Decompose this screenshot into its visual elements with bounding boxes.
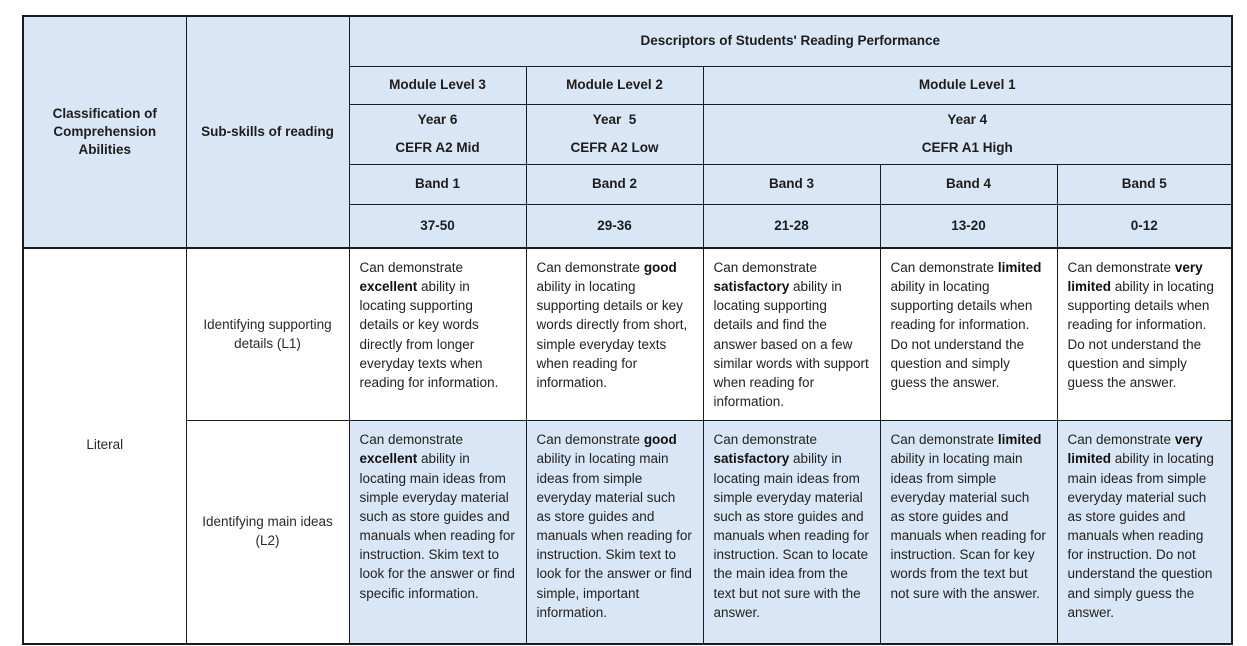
- subskill-l2-cell: Identifying main ideas (L2): [186, 421, 349, 644]
- subskills-header-cell: Sub-skills of reading: [186, 16, 349, 248]
- band-2-cell: Band 2: [526, 164, 703, 204]
- band-1-cell: Band 1: [349, 164, 526, 204]
- cefr-a2-low-label: CEFR A2 Low: [570, 139, 659, 155]
- descriptor-l1-band4: Can demonstrate limited ability in locating supporting details when reading for information. Do not understand the question and simply guess the answer.: [880, 248, 1057, 421]
- descriptor-l2-band5: Can demonstrate very limited ability in locating main ideas from simple everyday material such as store guides and manuals when reading for instruction. Do not understand the question and simply guess the answer.: [1057, 421, 1232, 644]
- year-6-label: Year 6: [417, 112, 458, 128]
- classification-header-cell: Classification of Comprehension Abilities: [23, 16, 186, 248]
- rubric-table: [22, 15, 1233, 645]
- year-5-label: Year 5: [592, 112, 637, 128]
- descriptor-l1-band3: Can demonstrate satisfactory ability in locating supporting details and find the answer based on a few similar words with support when reading for information.: [703, 248, 880, 421]
- year-5-cell: [526, 104, 703, 164]
- table-title-cell: Descriptors of Students' Reading Performance: [349, 16, 1232, 66]
- descriptor-l2-band3: Can demonstrate satisfactory ability in locating main ideas from simple everyday material such as store guides and manuals when reading for instruction. Scan to locate the main idea from the text but not sure with the answer.: [703, 421, 880, 644]
- descriptor-l2-band4: Can demonstrate limited ability in locating main ideas from simple everyday material such as store guides and manuals when reading for instruction. Scan for key words from the text but not sure with the answer.: [880, 421, 1057, 644]
- band-3-cell: Band 3: [703, 164, 880, 204]
- year-4-label: Year 4: [947, 112, 988, 128]
- score-range-band3-cell: 21-28: [703, 204, 880, 248]
- classification-literal-cell: Literal: [23, 248, 186, 644]
- score-range-band1-cell: 37-50: [349, 204, 526, 248]
- score-range-band5-cell: 0-12: [1057, 204, 1232, 248]
- descriptor-l1-band2: Can demonstrate good ability in locating supporting details or key words directly from short, simple everyday texts when reading for information.: [526, 248, 703, 421]
- band-5-cell: Band 5: [1057, 164, 1232, 204]
- module-level-3-cell: Module Level 3: [349, 66, 526, 104]
- descriptor-l2-band2: Can demonstrate good ability in locating main ideas from simple everyday material such as store guides and manuals when reading for instruction. Skim text to look for the answer or find simple, important information.: [526, 421, 703, 644]
- score-range-band2-cell: 29-36: [526, 204, 703, 248]
- cefr-a2-mid-label: CEFR A2 Mid: [395, 139, 480, 155]
- year-6-cell: [349, 104, 526, 164]
- score-range-band4-cell: 13-20: [880, 204, 1057, 248]
- band-4-cell: Band 4: [880, 164, 1057, 204]
- descriptor-l1-band1: Can demonstrate excellent ability in locating supporting details or key words directly from longer everyday texts when reading for information.: [349, 248, 526, 421]
- year-4-cell: [703, 104, 1232, 164]
- descriptor-l1-band5: Can demonstrate very limited ability in locating supporting details when reading for information. Do not understand the question and simply guess the answer.: [1057, 248, 1232, 421]
- cefr-a1-high-label: CEFR A1 High: [921, 139, 1013, 155]
- module-level-2-cell: Module Level 2: [526, 66, 703, 104]
- subskill-l1-cell: Identifying supporting details (L1): [186, 248, 349, 421]
- descriptor-l2-band1: Can demonstrate excellent ability in locating main ideas from simple everyday material such as store guides and manuals when reading for instruction. Skim text to look for the answer or find specific information.: [349, 421, 526, 644]
- module-level-1-cell: Module Level 1: [703, 66, 1232, 104]
